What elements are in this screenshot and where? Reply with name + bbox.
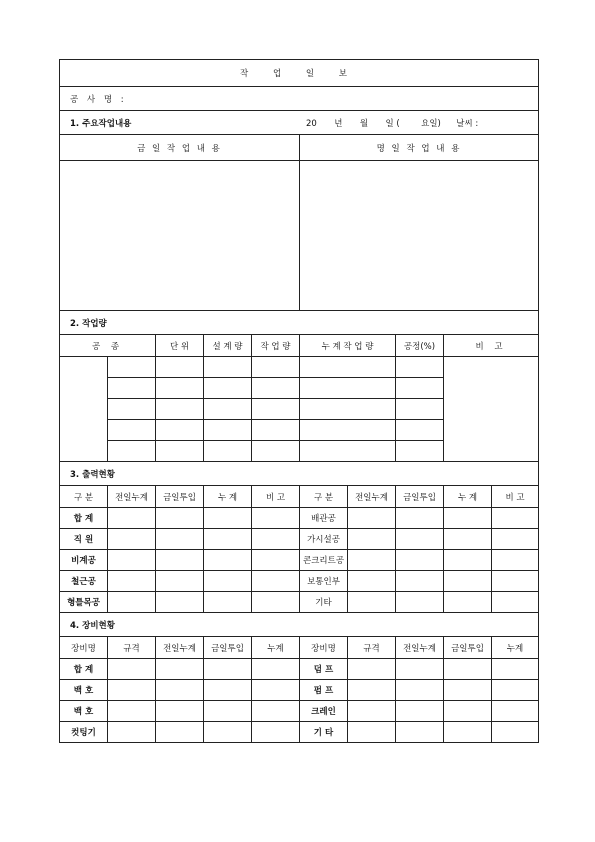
section-4-heading: 4. 장비현황 (60, 613, 539, 637)
s2-header-work-type: 공 종 (60, 335, 156, 357)
s3-cell[interactable] (204, 592, 252, 613)
today-work-header: 금 일 작 업 내 용 (60, 135, 300, 161)
s4-header-today: 금일투입 (204, 637, 252, 659)
s3-header-prev-total: 전일누계 (108, 486, 156, 508)
s2-cell[interactable] (300, 441, 396, 462)
s4-cell[interactable] (492, 722, 539, 743)
s4-cell[interactable] (348, 722, 396, 743)
s3-cell[interactable] (492, 508, 539, 529)
s3-header-today-2: 금일투입 (396, 486, 444, 508)
s3-header-remarks-2: 비 고 (492, 486, 539, 508)
s4-row (60, 701, 539, 722)
s3-row-label: 합 계 (60, 508, 108, 529)
s2-cell[interactable] (252, 399, 300, 420)
s2-cell[interactable] (396, 357, 444, 378)
s3-cell[interactable] (108, 550, 156, 571)
s3-row (60, 550, 539, 571)
s4-cell[interactable] (204, 659, 252, 680)
s4-cell[interactable] (492, 701, 539, 722)
s3-cell[interactable] (108, 571, 156, 592)
s3-cell[interactable] (396, 508, 444, 529)
section-1-heading: 1. 주요작업내용 (70, 118, 132, 129)
s3-cell[interactable] (156, 592, 204, 613)
s4-cell[interactable] (444, 680, 492, 701)
s3-cell[interactable] (108, 529, 156, 550)
s3-header-cumulative-2: 누 계 (444, 486, 492, 508)
form-table (59, 59, 539, 743)
s2-cell[interactable] (108, 441, 156, 462)
s3-cell[interactable] (492, 550, 539, 571)
s2-cell[interactable] (156, 441, 204, 462)
today-work-content[interactable] (60, 161, 300, 311)
s4-cell[interactable] (396, 701, 444, 722)
s2-cell[interactable] (252, 441, 300, 462)
s3-cell[interactable] (108, 508, 156, 529)
s3-cell[interactable] (204, 550, 252, 571)
s3-cell[interactable] (348, 508, 396, 529)
section-3-heading: 3. 출력현황 (60, 462, 539, 486)
s2-cell[interactable] (108, 399, 156, 420)
date-weekday: 요일) (421, 118, 441, 129)
s3-cell[interactable] (156, 571, 204, 592)
s4-cell[interactable] (156, 680, 204, 701)
s3-header-today: 금일투입 (156, 486, 204, 508)
date-year: 20 (306, 118, 317, 129)
s2-cell[interactable] (300, 420, 396, 441)
s3-cell[interactable] (204, 508, 252, 529)
s4-row (60, 680, 539, 701)
s4-cell[interactable] (108, 701, 156, 722)
tomorrow-work-header: 명 일 작 업 내 용 (300, 135, 539, 161)
s2-cell[interactable] (300, 399, 396, 420)
site-name-field[interactable]: 공 사 명 : (60, 87, 539, 111)
section-1-row (60, 111, 539, 135)
s2-cell[interactable] (300, 357, 396, 378)
s4-cell[interactable] (252, 659, 300, 680)
s3-row-label-2: 배관공 (300, 508, 348, 529)
s3-header-remarks: 비 고 (252, 486, 300, 508)
s4-cell[interactable] (492, 680, 539, 701)
s4-header-today-2: 금일투입 (444, 637, 492, 659)
s3-cell[interactable] (444, 571, 492, 592)
s2-cell[interactable] (156, 399, 204, 420)
s4-cell[interactable] (204, 701, 252, 722)
s4-cell[interactable] (396, 680, 444, 701)
form-title: 작 업 일 보 (60, 60, 539, 87)
date-line[interactable] (306, 117, 478, 129)
s2-cell[interactable] (204, 357, 252, 378)
s4-header-equipment-2: 장비명 (300, 637, 348, 659)
s4-cell[interactable] (252, 680, 300, 701)
s4-cell[interactable] (156, 722, 204, 743)
s4-header-cumulative-2: 누계 (492, 637, 539, 659)
s2-work-type-cell[interactable] (60, 357, 108, 462)
s4-cell[interactable] (204, 722, 252, 743)
s4-cell[interactable] (492, 659, 539, 680)
s3-row-label: 형틀목공 (60, 592, 108, 613)
s4-header-prev-total: 전일누계 (156, 637, 204, 659)
s2-cell[interactable] (204, 441, 252, 462)
s3-cell[interactable] (252, 550, 300, 571)
s2-cell[interactable] (156, 420, 204, 441)
s4-cell[interactable] (444, 722, 492, 743)
s4-header-spec-2: 규격 (348, 637, 396, 659)
s3-cell[interactable] (108, 592, 156, 613)
s3-cell[interactable] (348, 529, 396, 550)
s2-header-unit: 단 위 (156, 335, 204, 357)
s3-row-label: 직 원 (60, 529, 108, 550)
s4-cell[interactable] (396, 722, 444, 743)
s3-cell[interactable] (252, 592, 300, 613)
s4-cell[interactable] (108, 722, 156, 743)
s4-cell[interactable] (444, 659, 492, 680)
s2-cell[interactable] (108, 357, 156, 378)
s4-cell[interactable] (108, 659, 156, 680)
s4-cell[interactable] (396, 659, 444, 680)
s4-row-label: 컷팅기 (60, 722, 108, 743)
s2-cell[interactable] (204, 399, 252, 420)
s2-cell[interactable] (108, 378, 156, 399)
s3-cell[interactable] (492, 571, 539, 592)
s3-cell[interactable] (492, 592, 539, 613)
s3-row-label: 비계공 (60, 550, 108, 571)
s3-cell[interactable] (348, 550, 396, 571)
s3-row (60, 508, 539, 529)
s4-cell[interactable] (252, 701, 300, 722)
s3-cell[interactable] (252, 508, 300, 529)
s4-cell[interactable] (156, 659, 204, 680)
s3-cell[interactable] (156, 508, 204, 529)
s3-cell[interactable] (348, 592, 396, 613)
s2-cell[interactable] (156, 357, 204, 378)
s4-cell[interactable] (444, 701, 492, 722)
weather-label: 날씨 : (456, 118, 479, 129)
s3-row (60, 571, 539, 592)
s2-header-progress: 공정(%) (396, 335, 444, 357)
s4-row (60, 659, 539, 680)
s4-cell[interactable] (108, 680, 156, 701)
s4-cell[interactable] (204, 680, 252, 701)
s4-row-label-2: 크레인 (300, 701, 348, 722)
s4-row-label: 백 호 (60, 701, 108, 722)
s2-cell[interactable] (300, 378, 396, 399)
s4-header-spec: 규격 (108, 637, 156, 659)
s2-header-work-qty: 작 업 량 (252, 335, 300, 357)
s4-cell[interactable] (156, 701, 204, 722)
s4-row-label: 백 호 (60, 680, 108, 701)
date-day-unit: 일 ( (385, 118, 400, 129)
s4-header-prev-total-2: 전일누계 (396, 637, 444, 659)
s2-cell[interactable] (204, 378, 252, 399)
s4-cell[interactable] (252, 722, 300, 743)
s3-cell[interactable] (396, 571, 444, 592)
s4-row-label-2: 덤 프 (300, 659, 348, 680)
section-2-heading: 2. 작업량 (60, 311, 539, 335)
s2-cell[interactable] (252, 357, 300, 378)
s3-cell[interactable] (396, 550, 444, 571)
s3-cell[interactable] (156, 550, 204, 571)
s3-header-category-2: 구 분 (300, 486, 348, 508)
s4-row-label-2: 펌 프 (300, 680, 348, 701)
s2-header-remarks: 비 고 (444, 335, 539, 357)
s2-remarks-cell[interactable] (444, 357, 539, 462)
s3-cell[interactable] (444, 529, 492, 550)
date-month-unit: 월 (359, 118, 369, 129)
s3-row-label-2: 기타 (300, 592, 348, 613)
s3-cell[interactable] (444, 592, 492, 613)
s3-cell[interactable] (348, 571, 396, 592)
s2-cell[interactable] (204, 420, 252, 441)
s2-cell[interactable] (396, 378, 444, 399)
s2-header-design-qty: 설 계 량 (204, 335, 252, 357)
s3-cell[interactable] (204, 571, 252, 592)
s3-cell[interactable] (444, 508, 492, 529)
s2-cell[interactable] (252, 420, 300, 441)
tomorrow-work-content[interactable] (300, 161, 539, 311)
s3-cell[interactable] (396, 592, 444, 613)
s2-cell[interactable] (396, 441, 444, 462)
s2-cell[interactable] (156, 378, 204, 399)
s4-row-label-2: 기 타 (300, 722, 348, 743)
s4-row (60, 722, 539, 743)
s2-header-cumulative: 누 계 작 업 량 (300, 335, 396, 357)
s4-cell[interactable] (348, 680, 396, 701)
s3-header-cumulative: 누 계 (204, 486, 252, 508)
s4-header-cumulative: 누계 (252, 637, 300, 659)
work-report-form (59, 59, 538, 743)
s3-row (60, 529, 539, 550)
s3-row-label-2: 보통인부 (300, 571, 348, 592)
s3-row-label: 철근공 (60, 571, 108, 592)
s3-cell[interactable] (252, 571, 300, 592)
s3-cell[interactable] (492, 529, 539, 550)
s3-cell[interactable] (252, 529, 300, 550)
s2-cell[interactable] (396, 420, 444, 441)
s3-cell[interactable] (396, 529, 444, 550)
date-year-unit: 년 (334, 118, 343, 129)
s4-header-equipment: 장비명 (60, 637, 108, 659)
s2-cell[interactable] (396, 399, 444, 420)
s4-row-label: 합 계 (60, 659, 108, 680)
s4-cell[interactable] (348, 659, 396, 680)
s4-cell[interactable] (348, 701, 396, 722)
s3-cell[interactable] (156, 529, 204, 550)
s3-row-label-2: 가시설공 (300, 529, 348, 550)
s3-cell[interactable] (204, 529, 252, 550)
s3-header-prev-total-2: 전일누계 (348, 486, 396, 508)
s3-cell[interactable] (444, 550, 492, 571)
s3-row (60, 592, 539, 613)
s2-cell[interactable] (252, 378, 300, 399)
s3-header-category: 구 분 (60, 486, 108, 508)
s2-cell[interactable] (108, 420, 156, 441)
s3-row-label-2: 콘크리트공 (300, 550, 348, 571)
